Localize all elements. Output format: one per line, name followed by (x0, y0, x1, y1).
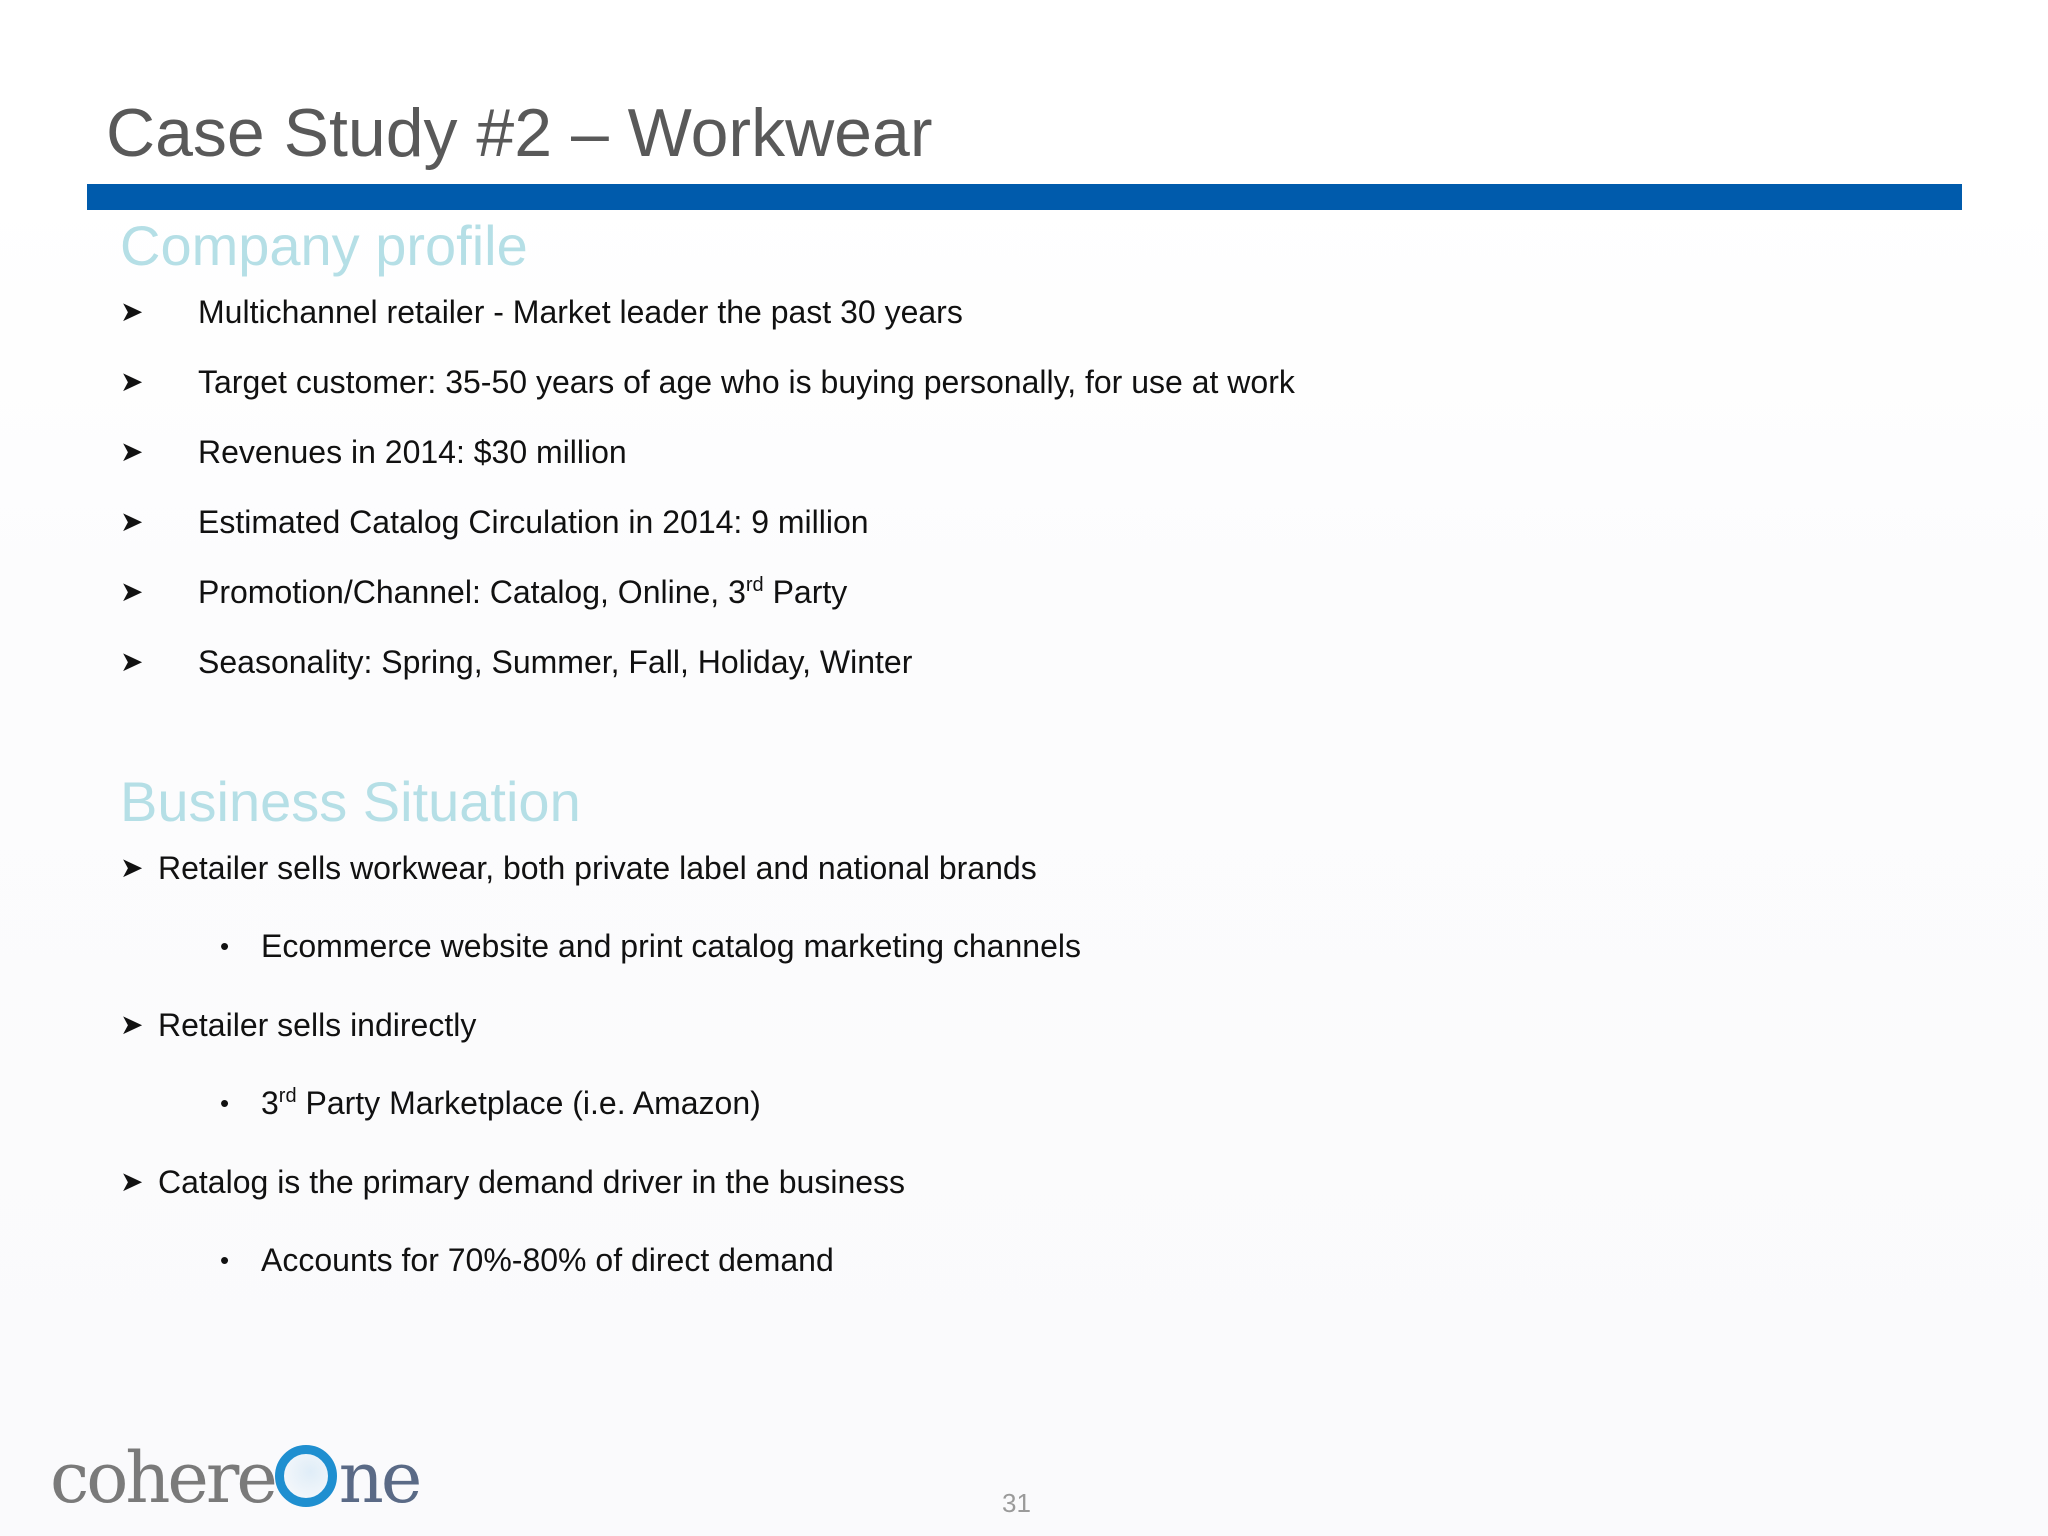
list-item (120, 292, 1295, 362)
sub-list-item (120, 926, 1081, 1005)
sub-list-item (120, 1083, 1081, 1162)
arrowhead-icon: ➤ (120, 1166, 144, 1197)
arrowhead-icon: ➤ (120, 1009, 144, 1040)
logo-text-ne: ne (338, 1437, 420, 1519)
title-underline-bar (87, 184, 1962, 210)
profile-item-text: Estimated Catalog Circulation in 2014: 9 million (198, 504, 869, 540)
business-point-text: Retailer sells workwear, both private label and national brands (158, 850, 1037, 886)
list-item (120, 642, 1295, 712)
business-subpoint-text: Ecommerce website and print catalog marketing channels (261, 928, 1081, 964)
ordinal-suffix: rd (745, 574, 764, 596)
profile-item-text (198, 572, 847, 612)
arrowhead-icon: ➤ (120, 296, 144, 327)
profile-item-text: Target customer: 35-50 years of age who is buying personally, for use at work (198, 364, 1295, 400)
business-subpoint-text (261, 1083, 761, 1123)
slide-title: Case Study #2 – Workwear (106, 95, 933, 171)
subpoint-text-part: 3 (261, 1085, 279, 1121)
logo-text-cohere: cohere (50, 1437, 275, 1519)
business-subpoint-text: Accounts for 70%-80% of direct demand (261, 1242, 834, 1278)
business-situation-list (120, 848, 1081, 1319)
business-point-text: Catalog is the primary demand driver in the business (158, 1164, 906, 1200)
list-item (120, 432, 1295, 502)
arrowhead-icon: ➤ (120, 366, 144, 397)
list-item (120, 848, 1081, 926)
ordinal-suffix: rd (278, 1085, 297, 1107)
company-profile-list (120, 292, 1295, 712)
arrowhead-icon: ➤ (120, 852, 144, 883)
business-point-text: Retailer sells indirectly (158, 1007, 477, 1043)
logo-o-ring-icon (275, 1445, 337, 1507)
arrowhead-icon: ➤ (120, 506, 144, 537)
profile-item-text: Multichannel retailer - Market leader the past 30 years (198, 294, 963, 330)
list-item (120, 1162, 1081, 1240)
profile-item-text: Seasonality: Spring, Summer, Fall, Holiday, Winter (198, 644, 913, 680)
dot-bullet-icon: • (220, 931, 230, 961)
list-item (120, 502, 1295, 572)
dot-bullet-icon: • (220, 1088, 230, 1118)
company-profile-heading: Company profile (120, 214, 528, 277)
arrowhead-icon: ➤ (120, 646, 144, 677)
page-number: 31 (1002, 1488, 1031, 1518)
profile-item-text-part: Party (763, 574, 848, 610)
profile-item-text: Revenues in 2014: $30 million (198, 434, 627, 470)
sub-list-item (120, 1240, 1081, 1319)
list-item (120, 362, 1295, 432)
arrowhead-icon: ➤ (120, 576, 144, 607)
business-situation-heading: Business Situation (120, 770, 581, 833)
dot-bullet-icon: • (220, 1245, 230, 1275)
subpoint-text-part: Party Marketplace (i.e. Amazon) (296, 1085, 761, 1121)
list-item (120, 572, 1295, 642)
profile-item-text-part: Promotion/Channel: Catalog, Online, 3 (198, 574, 746, 610)
list-item (120, 1005, 1081, 1083)
arrowhead-icon: ➤ (120, 436, 144, 467)
logo-one-mark (275, 1437, 420, 1519)
cohereone-logo (50, 1438, 419, 1518)
